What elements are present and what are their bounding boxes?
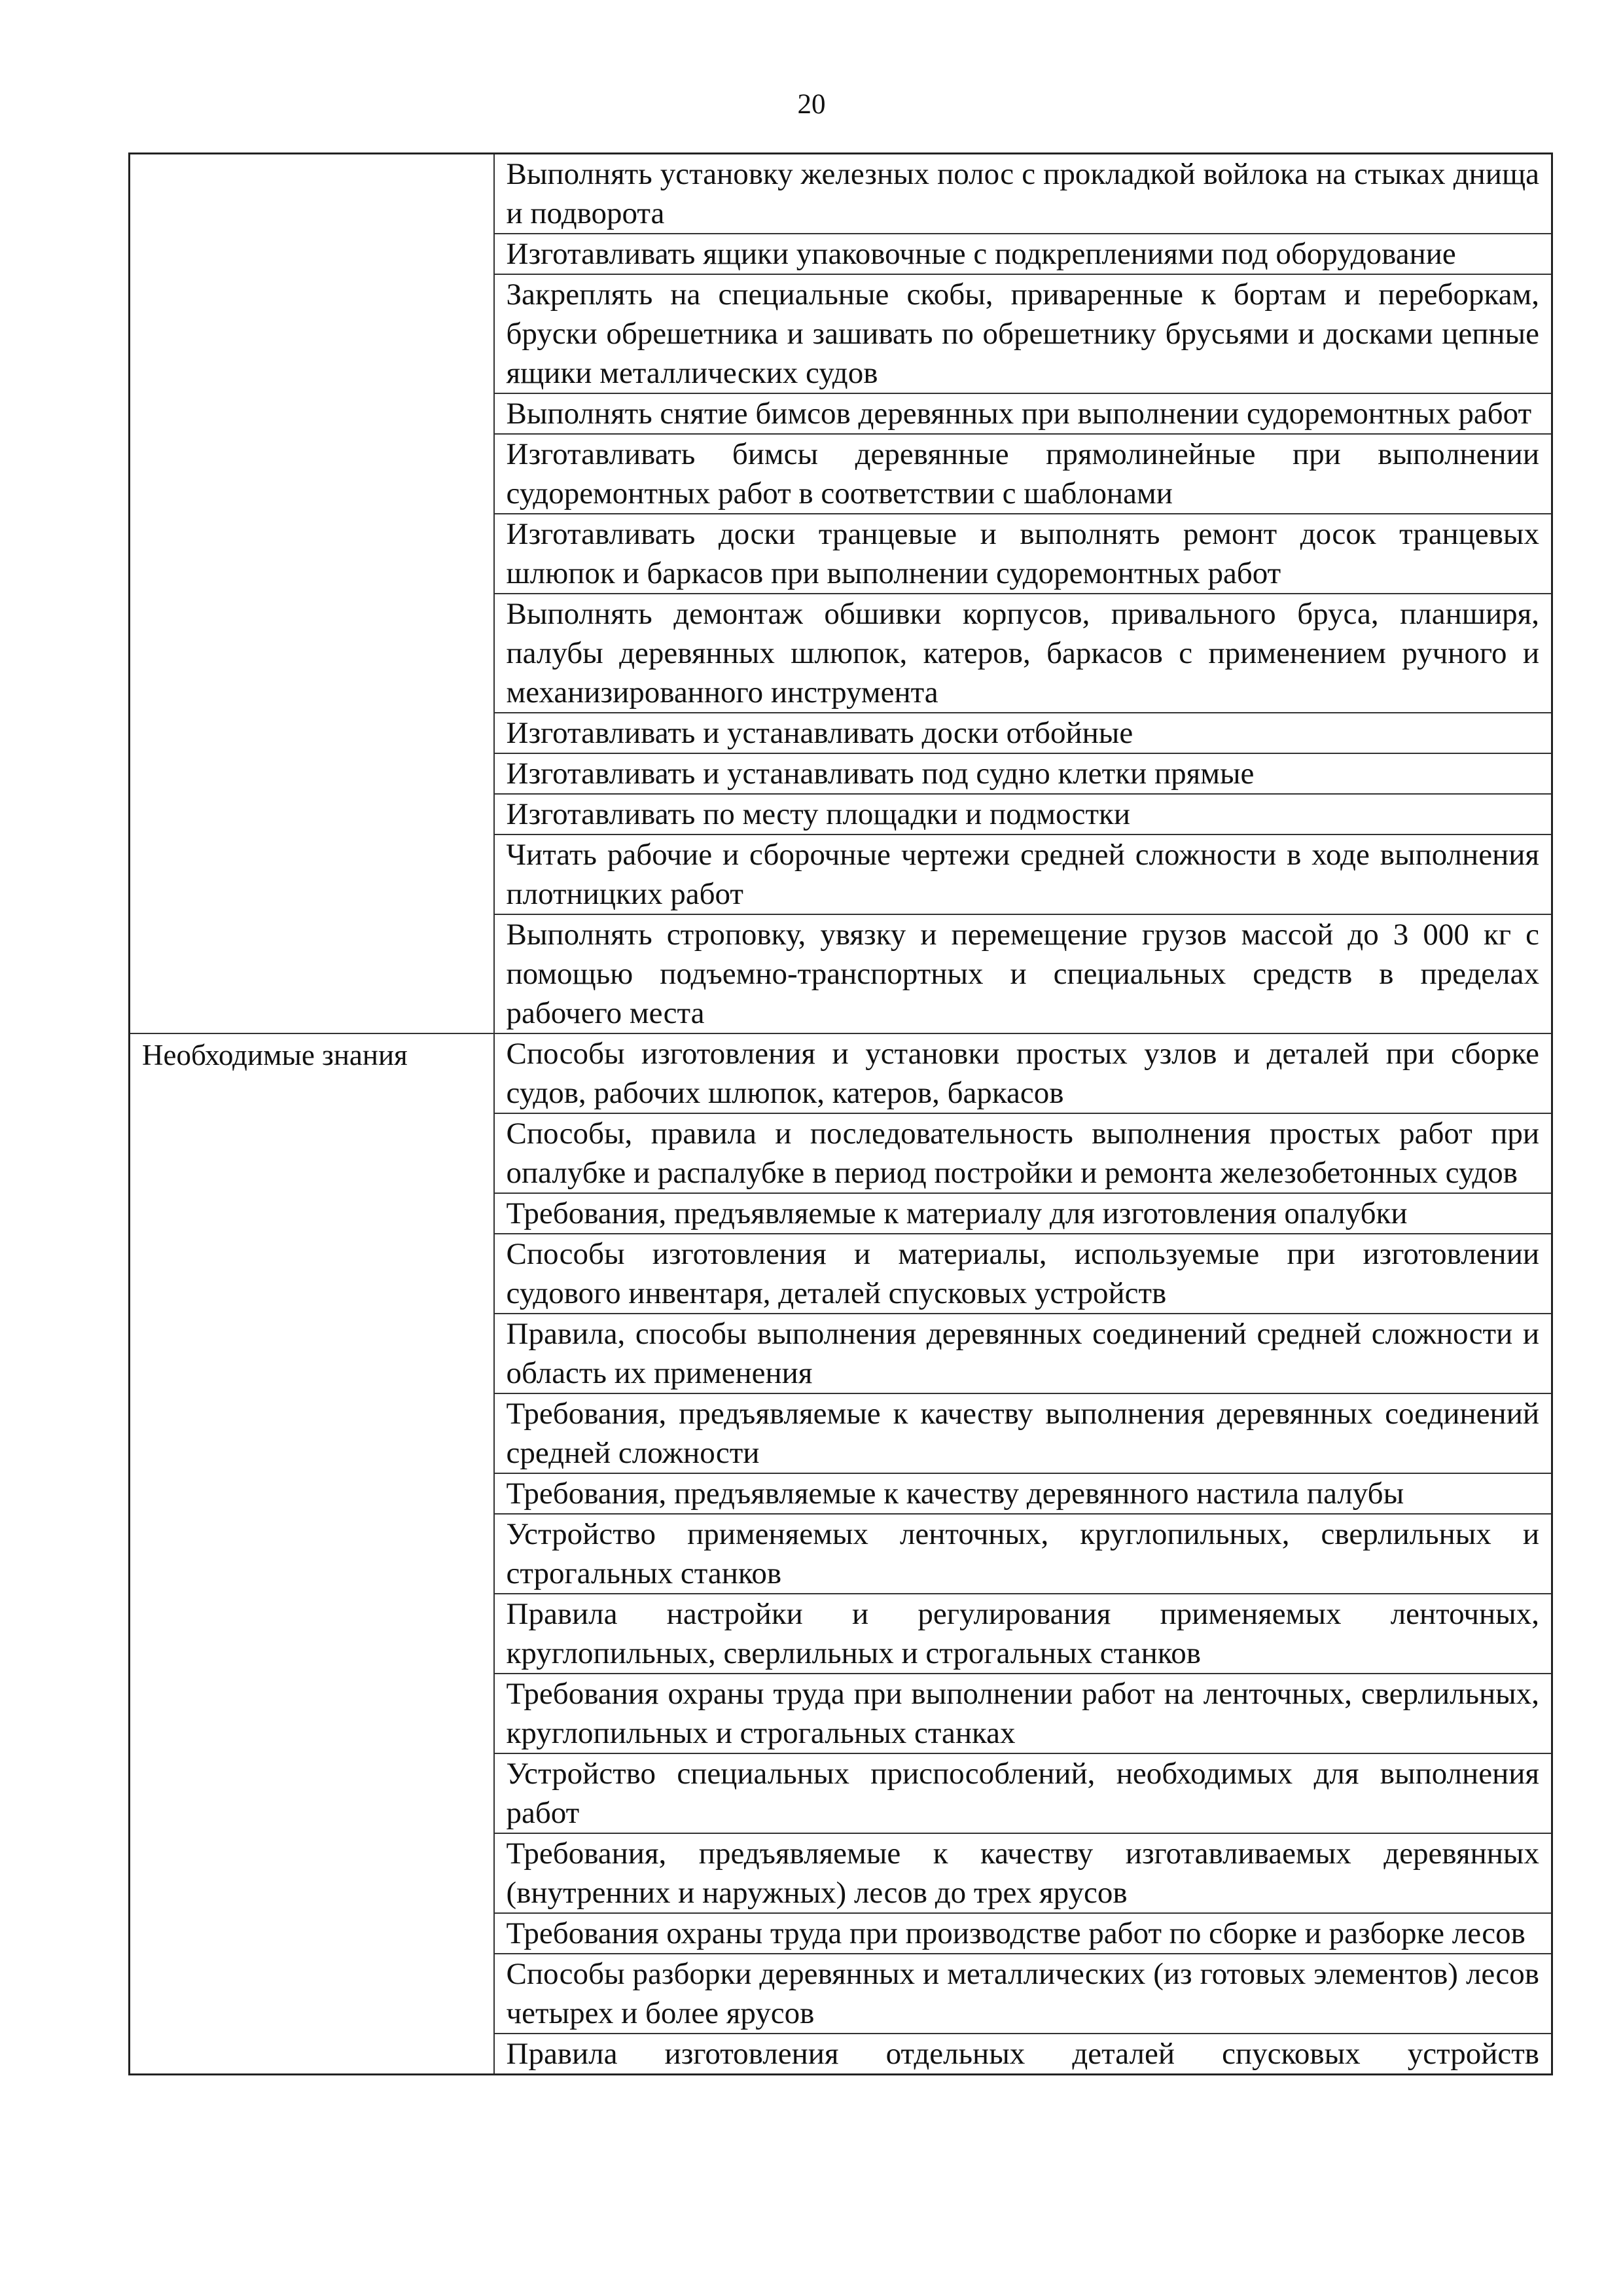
- table-row: [130, 234, 1552, 274]
- requirement-item: Правила настройки и регулирования применяемых ленточных, круглопильных, сверлильных и строгальных станков: [494, 1594, 1552, 1674]
- requirements-table: [128, 152, 1553, 2075]
- requirement-item: Способы разборки деревянных и металлических (из готовых элементов) лесов четырех и более ярусов: [494, 1954, 1552, 2034]
- table-row: [130, 1314, 1552, 1393]
- requirement-item: Правила, способы выполнения деревянных соединений средней сложности и область их применения: [494, 1314, 1552, 1393]
- requirement-item: Закреплять на специальные скобы, приваренные к бортам и переборкам, бруски обрешетника и зашивать по обрешетнику брусьями и досками цепные ящики металлических судов: [494, 274, 1552, 393]
- page-number: 20: [797, 89, 826, 120]
- section-label-cell: [130, 1594, 494, 1674]
- section-label-cell: [130, 753, 494, 794]
- table-row: [130, 1514, 1552, 1594]
- requirement-item: Способы изготовления и установки простых узлов и деталей при сборке судов, рабочих шлюпок, катеров, баркасов: [494, 1033, 1552, 1113]
- section-label-cell: [130, 1234, 494, 1314]
- section-label-cell: [130, 1954, 494, 2034]
- requirement-item: Изготавливать ящики упаковочные с подкреплениями под оборудование: [494, 234, 1552, 274]
- requirement-item: Правила изготовления отдельных деталей спусковых устройств: [494, 2034, 1552, 2075]
- section-label-cell: [130, 234, 494, 274]
- section-label-cell: [130, 1314, 494, 1393]
- requirement-item: Читать рабочие и сборочные чертежи средней сложности в ходе выполнения плотницких работ: [494, 834, 1552, 914]
- section-label-cell: [130, 834, 494, 914]
- section-label-cell: [130, 794, 494, 834]
- requirement-item: Устройство специальных приспособлений, необходимых для выполнения работ: [494, 1753, 1552, 1833]
- table-row: [130, 1234, 1552, 1314]
- requirement-item: Способы изготовления и материалы, используемые при изготовлении судового инвентаря, деталей спусковых устройств: [494, 1234, 1552, 1314]
- requirement-item: Выполнять установку железных полос с прокладкой войлока на стыках днища и подворота: [494, 154, 1552, 234]
- table-row: [130, 594, 1552, 713]
- section-label-cell: [130, 434, 494, 514]
- table-row: [130, 1594, 1552, 1674]
- requirement-item: Изготавливать по месту площадки и подмостки: [494, 794, 1552, 834]
- section-label-cell: [130, 154, 494, 234]
- requirement-item: Требования, предъявляемые к качеству деревянного настила палубы: [494, 1473, 1552, 1514]
- section-label-cell: [130, 1674, 494, 1753]
- requirement-item: Требования, предъявляемые к материалу для изготовления опалубки: [494, 1193, 1552, 1234]
- requirement-item: Способы, правила и последовательность выполнения простых работ при опалубке и распалубке в период постройки и ремонта железобетонных судов: [494, 1113, 1552, 1193]
- section-label-cell: [130, 1473, 494, 1514]
- section-label: Необходимые знания: [130, 1033, 494, 1113]
- requirement-item: Требования, предъявляемые к качеству выполнения деревянных соединений средней сложности: [494, 1393, 1552, 1473]
- table-row: [130, 1193, 1552, 1234]
- table-row: [130, 1393, 1552, 1473]
- table-row: [130, 1674, 1552, 1753]
- requirement-item: Выполнять демонтаж обшивки корпусов, привального бруса, планширя, палубы деревянных шлюпок, катеров, баркасов с применением ручного и механизированного инструмента: [494, 594, 1552, 713]
- section-label-cell: [130, 1913, 494, 1954]
- section-label-cell: [130, 1753, 494, 1833]
- table-row: [130, 514, 1552, 594]
- section-label-cell: [130, 1514, 494, 1594]
- table-row: [130, 753, 1552, 794]
- section-label-cell: [130, 514, 494, 594]
- table-row: [130, 713, 1552, 753]
- table-row: [130, 1113, 1552, 1193]
- requirement-item: Изготавливать и устанавливать под судно клетки прямые: [494, 753, 1552, 794]
- table-row: [130, 834, 1552, 914]
- requirement-item: Требования охраны труда при выполнении работ на ленточных, сверлильных, круглопильных и строгальных станках: [494, 1674, 1552, 1753]
- table-row: [130, 393, 1552, 434]
- requirement-item: Требования охраны труда при производстве работ по сборке и разборке лесов: [494, 1913, 1552, 1954]
- table-row: [130, 794, 1552, 834]
- section-label-cell: [130, 1113, 494, 1193]
- requirement-item: Выполнять строповку, увязку и перемещение грузов массой до 3 000 кг с помощью подъемно-транспортных и специальных средств в пределах рабочего места: [494, 914, 1552, 1033]
- table-row: [130, 914, 1552, 1033]
- table-row: [130, 1033, 1552, 1113]
- requirement-item: Изготавливать бимсы деревянные прямолинейные при выполнении судоремонтных работ в соответствии с шаблонами: [494, 434, 1552, 514]
- section-label-cell: [130, 713, 494, 753]
- table-row: [130, 1954, 1552, 2034]
- section-label-cell: [130, 393, 494, 434]
- table-row: [130, 1833, 1552, 1913]
- requirements-table-body: [130, 154, 1552, 2075]
- table-row: [130, 434, 1552, 514]
- requirement-item: Требования, предъявляемые к качеству изготавливаемых деревянных (внутренних и наружных) лесов до трех ярусов: [494, 1833, 1552, 1913]
- section-label-cell: [130, 274, 494, 393]
- section-label-cell: [130, 1393, 494, 1473]
- requirement-item: Выполнять снятие бимсов деревянных при выполнении судоремонтных работ: [494, 393, 1552, 434]
- requirement-item: Изготавливать доски транцевые и выполнять ремонт досок транцевых шлюпок и баркасов при выполнении судоремонтных работ: [494, 514, 1552, 594]
- table-row: [130, 1753, 1552, 1833]
- section-label-cell: [130, 594, 494, 713]
- requirement-item: Изготавливать и устанавливать доски отбойные: [494, 713, 1552, 753]
- section-label-cell: [130, 1833, 494, 1913]
- table-row: [130, 154, 1552, 234]
- table-row: [130, 2034, 1552, 2075]
- table-row: [130, 1473, 1552, 1514]
- table-row: [130, 1913, 1552, 1954]
- requirement-item: Устройство применяемых ленточных, круглопильных, сверлильных и строгальных станков: [494, 1514, 1552, 1594]
- section-label-cell: [130, 914, 494, 1033]
- section-label-cell: [130, 1193, 494, 1234]
- section-label-cell: [130, 2034, 494, 2075]
- table-row: [130, 274, 1552, 393]
